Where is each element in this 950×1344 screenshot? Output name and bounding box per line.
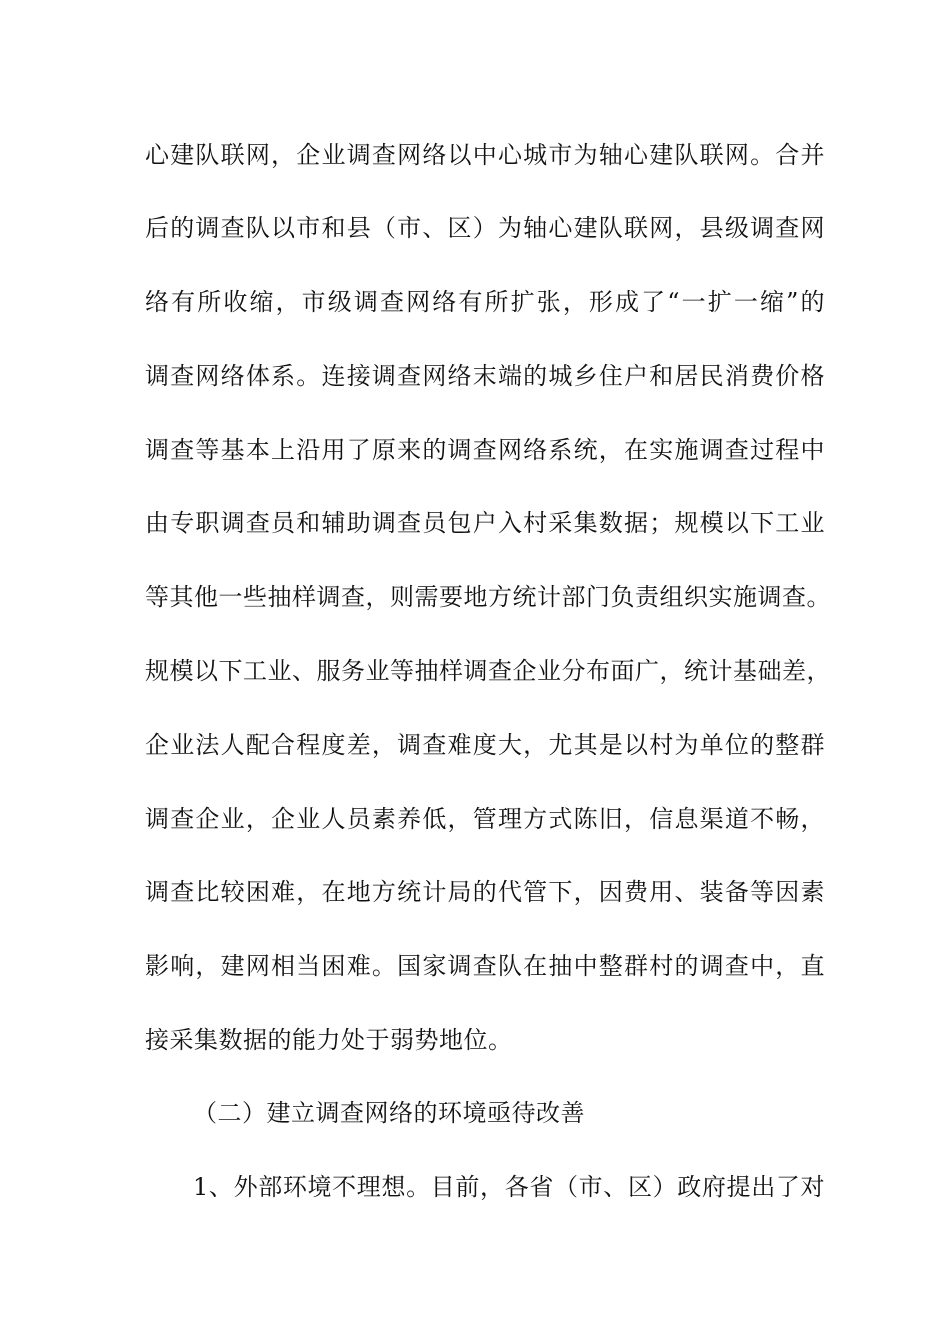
- body-text-line: 络有所收缩，市级调查网络有所扩张，形成了“一扩一缩”的: [145, 288, 825, 316]
- body-text-line: 规模以下工业、服务业等抽样调查企业分布面广，统计基础差，: [145, 657, 831, 685]
- section-heading: （二）建立调查网络的环境亟待改善: [193, 1099, 585, 1127]
- body-text-line: 后的调查队以市和县（市、区）为轴心建队联网，县级调查网: [145, 214, 825, 242]
- body-text-line: 影响，建网相当困难。国家调查队在抽中整群村的调查中，直: [145, 952, 825, 980]
- body-text-line: 调查网络体系。连接调查网络末端的城乡住户和居民消费价格: [145, 362, 825, 390]
- body-text-line: 接采集数据的能力处于弱势地位。: [145, 1026, 513, 1054]
- body-text-line: 企业法人配合程度差，调查难度大，尤其是以村为单位的整群: [145, 731, 825, 759]
- body-text-line: 调查企业，企业人员素养低，管理方式陈旧，信息渠道不畅，: [145, 805, 825, 833]
- body-text-line: 1、外部环境不理想。目前，各省（市、区）政府提出了对: [193, 1173, 825, 1201]
- body-text-line: 等其他一些抽样调查，则需要地方统计部门负责组织实施调查。: [145, 583, 831, 611]
- body-text-line: 由专职调查员和辅助调查员包户入村采集数据；规模以下工业: [145, 509, 825, 537]
- body-text-line: 心建队联网，企业调查网络以中心城市为轴心建队联网。合并: [145, 141, 825, 169]
- body-text-line: 调查比较困难，在地方统计局的代管下，因费用、装备等因素: [145, 878, 825, 906]
- body-text-line: 调查等基本上沿用了原来的调查网络系统，在实施调查过程中: [145, 436, 825, 464]
